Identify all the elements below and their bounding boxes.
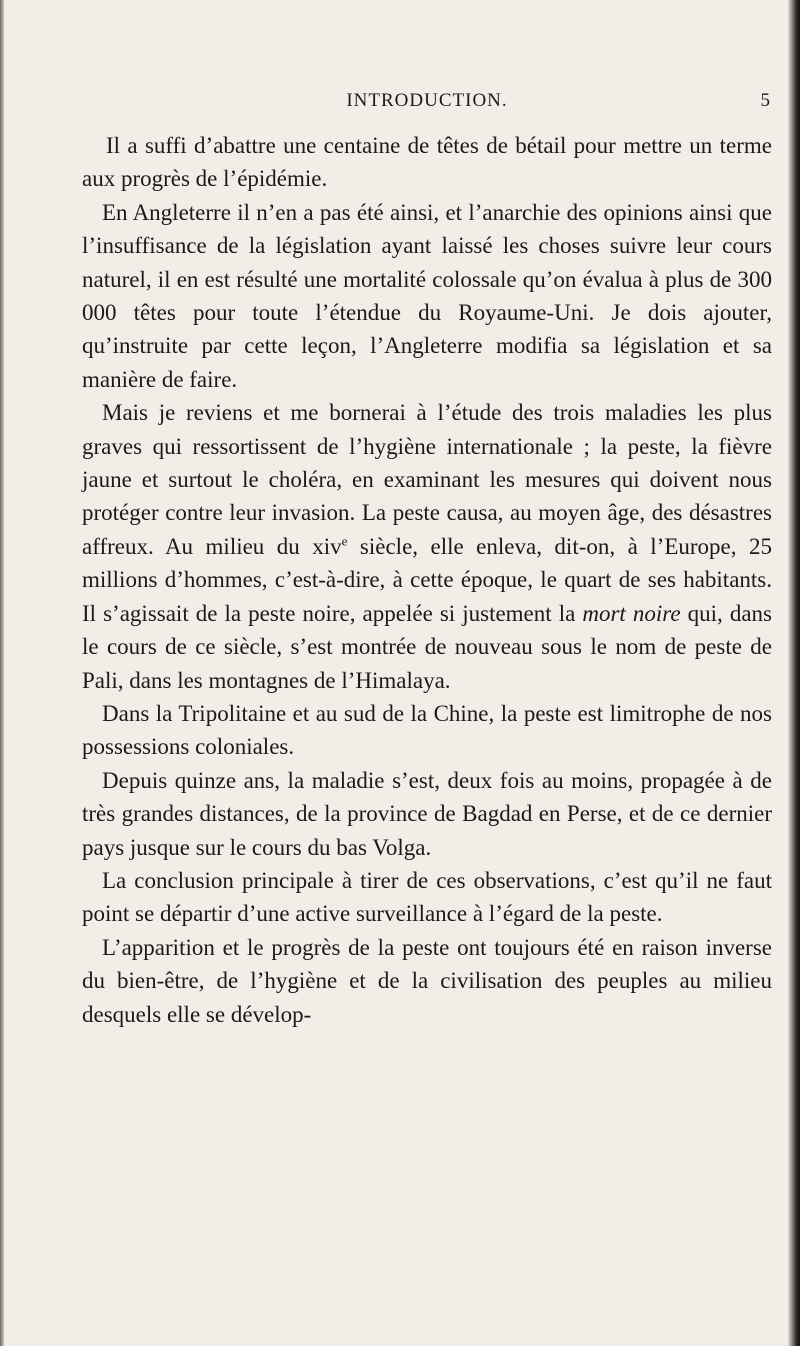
paragraph-3-part-3: qui, dans le cours de ce siècle, s’est montrée de nouveau sous le nom de peste de Pali, dans les montagnes de l’Himalaya. [82,600,772,693]
page-header [82,90,772,120]
paragraph-4: Dans la Tripolitaine et au sud de la Chine, la peste est limitrophe de nos possessions coloniales. [82,700,772,760]
paragraph-5: Depuis quinze ans, la maladie s’est, deux fois au moins, propagée à de très grandes distances, de la province de Bagdad en Perse, et de ce dernier pays jusque sur le cours du bas Volga. [82,767,772,860]
mort-noire-italic: mort noire [582,600,681,626]
body-text [82,129,772,1031]
century-superscript: e [341,533,348,549]
paragraph-3 [82,396,772,697]
page-right-edge [788,0,800,1346]
paragraph-3-part-2: siècle, elle enleva, dit-on, à l’Europe, 25 millions d’hommes, c’est-à-dire, à cette époque, le quart de ses habitants. Il s’agissait de la peste noire, appelée si justement la [82,533,772,626]
page-left-edge [0,0,4,1346]
paragraph-2: En Angleterre il n’en a pas été ainsi, et l’anarchie des opinions ainsi que l’insuffisance de la législation ayant laissé les choses suivre leur cours naturel, il en est résulté une mortalité colossale qu’on évalua à plus de 300 000 têtes pour toute l’étendue du Royaume-Uni. Je dois ajouter, qu’instruite par cette leçon, l’Angleterre modifia sa législation et sa manière de faire. [82,199,772,392]
running-head: INTRODUCTION. [346,90,508,111]
paragraph-1: Il a suffi d’abattre une centaine de têtes de bétail pour mettre un terme aux progrès de l’épidémie. [82,133,772,192]
paragraph-6: La conclusion principale à tirer de ces observations, c’est qu’il ne faut point se départir d’une active surveillance à l’égard de la peste. [82,867,772,927]
page-number: 5 [760,90,770,111]
paragraph-3-part-1: Mais je reviens et me bornerai à l’étude des trois maladies les plus graves qui ressortissent de l’hygiène internationale ; la peste, la fièvre jaune et surtout le choléra, en examinant les mesures qui doivent nous protéger contre leur invasion. La peste causa, au moyen âge, des désastres affreux. Au milieu du xiv [82,400,772,559]
paragraph-7: L’apparition et le progrès de la peste ont toujours été en raison inverse du bien-être, de l’hygiène et de la civilisation des peuples au milieu desquels elle se dévelop- [82,934,772,1027]
